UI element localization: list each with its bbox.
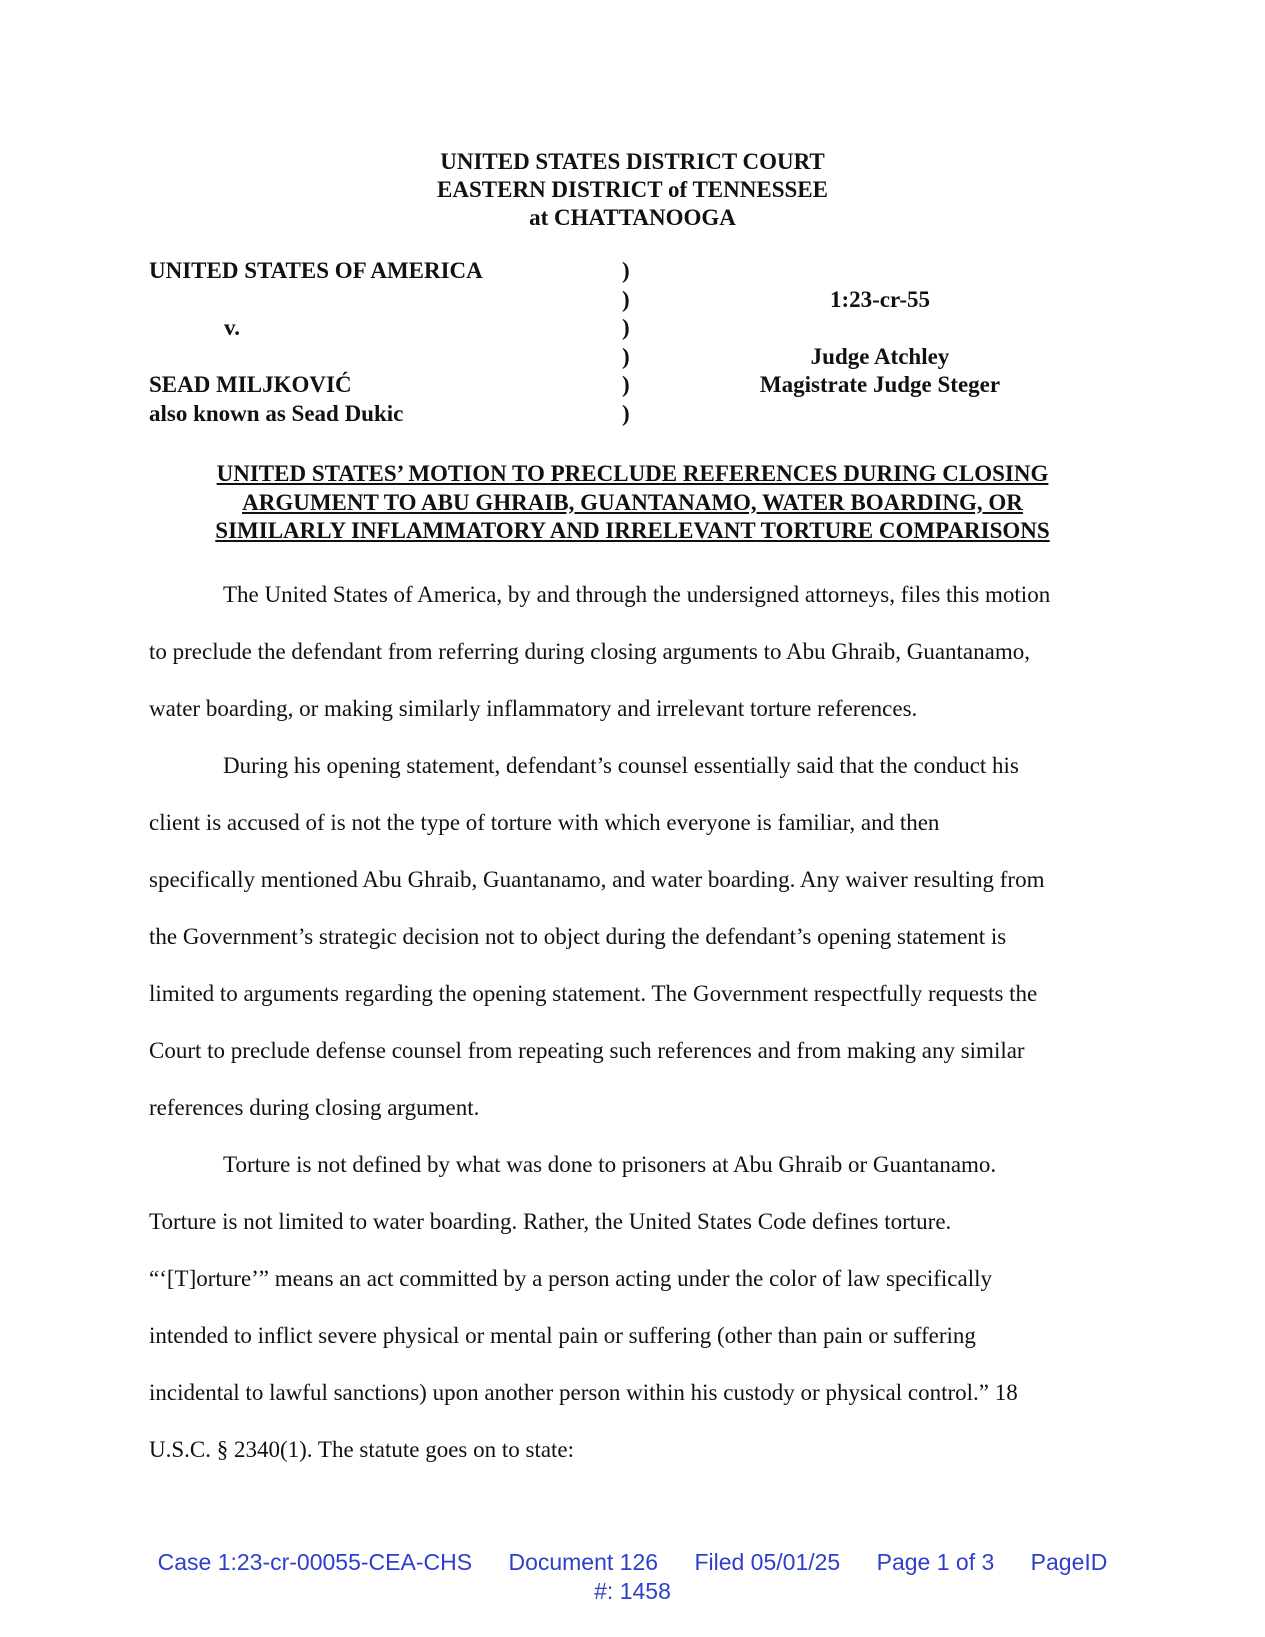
footer-document: Document 126 xyxy=(508,1549,659,1575)
footer-pageid-label: PageID xyxy=(1030,1549,1108,1575)
text-line: intended to inflict severe physical or mental pain or suffering (other than pain or suffering xyxy=(149,1323,976,1348)
motion-title-line: ARGUMENT TO ABU GHRAIB, GUANTANAMO, WATER BOARDING, OR xyxy=(242,489,1023,515)
text-line: Torture is not defined by what was done to prisoners at Abu Ghraib or Guantanamo. xyxy=(223,1152,997,1177)
defendant-name: SEAD MILJKOVIĆ xyxy=(149,372,352,397)
paragraph xyxy=(149,1136,1109,1478)
text-line: During his opening statement, defendant’s counsel essentially said that the conduct his xyxy=(223,753,1019,778)
caption-paren: ) xyxy=(622,372,630,397)
court-district: EASTERN DISTRICT of TENNESSEE xyxy=(437,177,828,202)
caption-parties xyxy=(149,257,599,428)
text-line: client is accused of is not the type of torture with which everyone is familiar, and then xyxy=(149,810,940,835)
caption-paren: ) xyxy=(622,258,630,283)
text-line: U.S.C. § 2340(1). The statute goes on to state: xyxy=(149,1437,575,1462)
text-line: The United States of America, by and through the undersigned attorneys, files this motion xyxy=(223,582,1051,607)
text-line: references during closing argument. xyxy=(149,1095,480,1120)
paragraph xyxy=(149,737,1109,1136)
text-line: Court to preclude defense counsel from repeating such references and from making any similar xyxy=(149,1038,1025,1063)
text-line: incidental to lawful sanctions) upon another person within his custody or physical control.” 18 xyxy=(149,1380,1018,1405)
motion-title-line: SIMILARLY INFLAMMATORY AND IRRELEVANT TORTURE COMPARISONS xyxy=(215,518,1050,543)
court-name: UNITED STATES DISTRICT COURT xyxy=(440,149,825,174)
plaintiff-name: UNITED STATES OF AMERICA xyxy=(149,258,483,283)
caption-paren: ) xyxy=(622,286,630,312)
caption-paren: ) xyxy=(622,315,630,340)
caption-paren: ) xyxy=(622,400,630,426)
text-line: limited to arguments regarding the opening statement. The Government respectfully requests the xyxy=(149,981,1038,1006)
footer-pageid-number: #: 1458 xyxy=(594,1578,671,1604)
caption-case-info xyxy=(720,257,1040,400)
motion-title xyxy=(120,460,1145,546)
footer-page: Page 1 of 3 xyxy=(876,1549,995,1575)
text-line: the Government’s strategic decision not to object during the defendant’s opening statement is xyxy=(149,924,1007,949)
text-line: to preclude the defendant from referring during closing arguments to Abu Ghraib, Guantanamo, xyxy=(149,639,1030,664)
court-heading xyxy=(0,148,1265,232)
court-division: at CHATTANOOGA xyxy=(529,205,736,230)
judge-name: Judge Atchley xyxy=(810,343,950,369)
text-line: specifically mentioned Abu Ghraib, Guantanamo, and water boarding. Any waiver resulting from xyxy=(149,867,1045,892)
text-line: Torture is not limited to water boarding. Rather, the United States Code defines torture. xyxy=(149,1209,952,1234)
magistrate-judge-name: Magistrate Judge Steger xyxy=(759,372,1001,397)
motion-body xyxy=(149,566,1109,1478)
motion-title-line: UNITED STATES’ MOTION TO PRECLUDE REFERENCES DURING CLOSING xyxy=(216,461,1049,486)
footer-filed: Filed 05/01/25 xyxy=(694,1549,841,1575)
versus-label: v. xyxy=(224,315,240,340)
case-number: 1:23-cr-55 xyxy=(829,286,931,312)
text-line: water boarding, or making similarly inflammatory and irrelevant torture references. xyxy=(149,696,918,721)
footer-case: Case 1:23-cr-00055-CEA-CHS xyxy=(157,1549,473,1575)
defendant-alias: also known as Sead Dukic xyxy=(149,400,404,426)
paragraph xyxy=(149,566,1109,737)
ecf-filing-header xyxy=(0,1548,1265,1606)
caption-divider xyxy=(622,257,642,428)
text-line: “‘[T]orture’” means an act committed by a person acting under the color of law specifically xyxy=(149,1266,992,1291)
caption-paren: ) xyxy=(622,343,630,369)
